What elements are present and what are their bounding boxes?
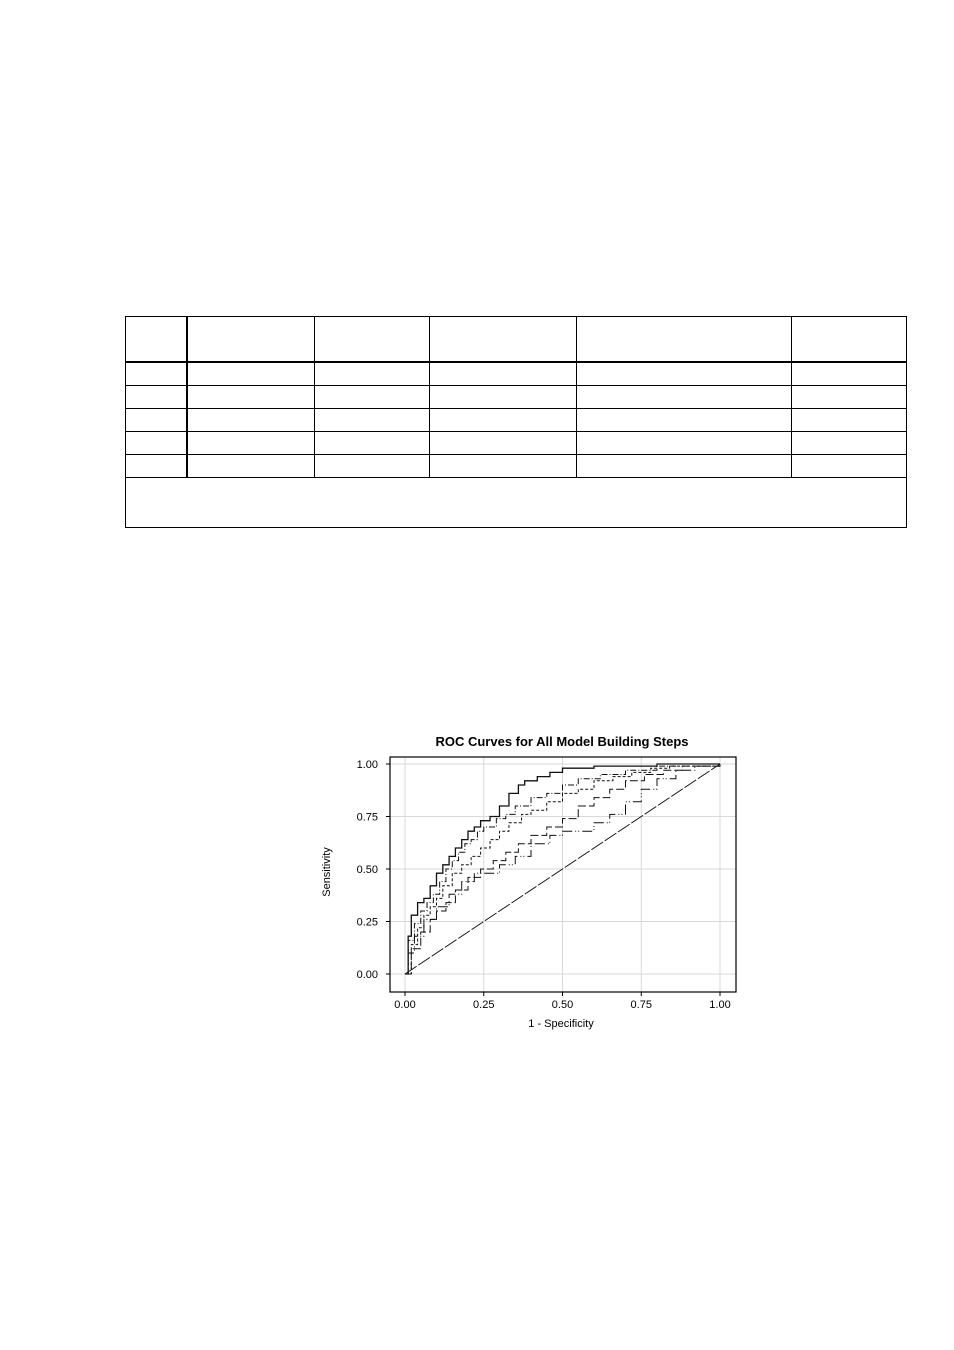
table-cell [126, 409, 187, 432]
table-cell [792, 432, 907, 455]
table-header-cell [126, 317, 187, 363]
x-tick-label: 1.00 [709, 999, 731, 1011]
table-cell [126, 455, 187, 478]
table-cell [126, 432, 187, 455]
x-axis-label: 1 - Specificity [528, 1018, 594, 1030]
table-row [126, 386, 907, 409]
table-cell [577, 362, 792, 386]
table-cell [430, 409, 577, 432]
table-header-cell [315, 317, 430, 363]
grid [390, 757, 736, 992]
table-cell [792, 386, 907, 409]
table-cell [792, 409, 907, 432]
roc-chart [308, 726, 748, 1038]
table-cell [430, 432, 577, 455]
chart-title: ROC Curves for All Model Building Steps [435, 734, 689, 749]
y-tick-label: 0.00 [356, 969, 378, 981]
table-cell [792, 362, 907, 386]
x-tick-label: 0.75 [630, 999, 652, 1011]
table-header-cell [577, 317, 792, 363]
y-tick-label: 0.75 [356, 811, 378, 824]
table-cell [187, 409, 315, 432]
table-cell [187, 386, 315, 409]
table-header-cell [187, 317, 315, 363]
axis-ticks [357, 759, 731, 1011]
table-cell [187, 432, 315, 455]
y-axis-label: Sensitivity [321, 847, 333, 897]
table-cell [577, 432, 792, 455]
table-cell [577, 455, 792, 478]
x-tick-label: 0.50 [551, 999, 574, 1011]
y-tick-label: 1.00 [356, 759, 378, 771]
table-cell [126, 362, 187, 386]
x-tick-label: 0.25 [473, 999, 495, 1011]
table-row [126, 409, 907, 432]
table-cell [430, 362, 577, 386]
table-header-cell [792, 317, 907, 363]
table-cell [315, 362, 430, 386]
table-row [126, 432, 907, 455]
table-header-row [126, 317, 907, 363]
table-cell [187, 362, 315, 386]
table-cell [187, 455, 315, 478]
table-cell [430, 455, 577, 478]
table-row [126, 362, 907, 386]
table-cell [792, 455, 907, 478]
x-tick-label: 0.00 [394, 999, 416, 1011]
table-footnote-cell [126, 478, 907, 528]
table-cell [430, 386, 577, 409]
y-tick-label: 0.50 [356, 864, 378, 876]
data-table [125, 316, 907, 528]
table-cell [315, 455, 430, 478]
table-header-cell [430, 317, 577, 363]
table-cell [126, 386, 187, 409]
table-footnote-row [126, 478, 907, 528]
table-row [126, 455, 907, 478]
table-cell [315, 409, 430, 432]
table-cell [577, 386, 792, 409]
table-cell [315, 386, 430, 409]
y-tick-label: 0.25 [356, 916, 378, 929]
table-cell [577, 409, 792, 432]
table-cell [315, 432, 430, 455]
